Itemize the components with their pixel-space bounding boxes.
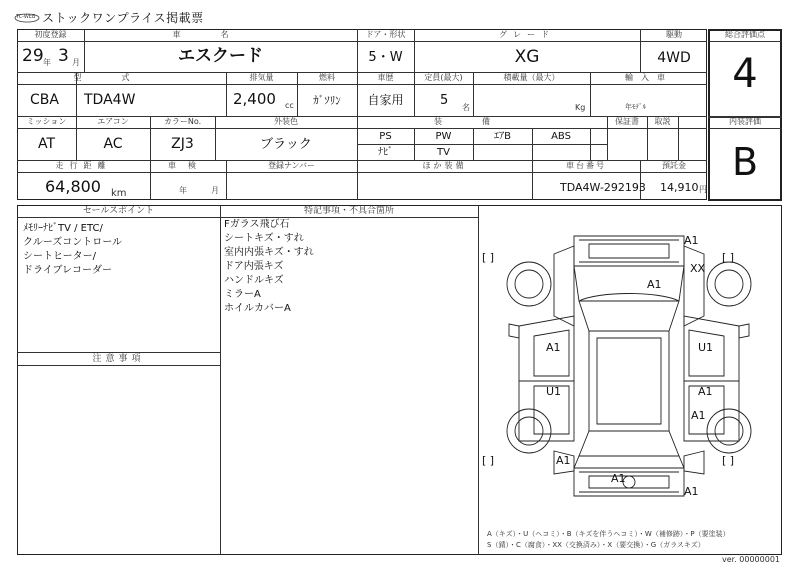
label-mileage: 走行距離 bbox=[55, 161, 112, 170]
first-reg-year: 29 bbox=[22, 46, 44, 66]
door-shape: 5・W bbox=[368, 50, 403, 65]
car-name: エスクード bbox=[178, 46, 263, 66]
label-equipment: 装備 bbox=[434, 117, 530, 126]
damage-mark-left-rear: A1 bbox=[556, 454, 571, 467]
label-load: 積載量（最大） bbox=[503, 73, 560, 82]
label-displacement: 排気量 bbox=[249, 73, 274, 82]
damage-mark-rear-right: A1 bbox=[684, 485, 699, 498]
damage-mark-right-front-door: U1 bbox=[698, 341, 714, 354]
sales-point-line: ﾒﾓﾘｰﾅﾋﾞTV / ETC/ bbox=[23, 223, 103, 234]
mileage-unit: km bbox=[111, 188, 127, 199]
label-warranty: 保証書 bbox=[615, 117, 639, 126]
label-drive: 駆動 bbox=[666, 30, 682, 39]
bracket-front-left: [ ] bbox=[482, 251, 495, 264]
bracket-rear-left: [ ] bbox=[482, 454, 495, 467]
import-model: 年ﾓﾃﾞﾙ bbox=[625, 103, 646, 111]
remark-line: ドア内張キズ bbox=[224, 261, 284, 272]
label-overall-score: 総合評価点 bbox=[725, 30, 765, 39]
chassis-no: TDA4W-292193 bbox=[560, 181, 646, 194]
displacement: 2,400 bbox=[233, 90, 276, 108]
equip-abs: ABS bbox=[551, 131, 571, 142]
remarks-header: 特記事項・不具合箇所 bbox=[303, 206, 394, 216]
inspection-month: 月 bbox=[211, 186, 219, 195]
label-mission: ミッション bbox=[26, 117, 67, 126]
bracket-rear-right: [ ] bbox=[722, 454, 735, 467]
label-chassis-no: 車台番号 bbox=[566, 161, 606, 170]
damage-mark-left-rear-door: U1 bbox=[546, 385, 562, 398]
equip-airbag: ｴｱB bbox=[494, 131, 511, 142]
damage-mark-right-rear-door: A1 bbox=[698, 385, 713, 398]
remark-line: ホイルカバーA bbox=[224, 303, 291, 314]
drive: 4WD bbox=[657, 50, 691, 66]
sales-point-line: シートヒーター/ bbox=[23, 251, 96, 262]
svg-text:TC-WEB: TC-WEB bbox=[16, 14, 36, 20]
deposit: 14,910 bbox=[660, 181, 699, 194]
month-unit: 月 bbox=[72, 58, 80, 67]
label-color-no: カラーNo. bbox=[163, 117, 202, 126]
sales-point-line: ドライブレコーダー bbox=[23, 265, 112, 276]
label-aircon: エアコン bbox=[97, 117, 129, 126]
notes-header: 注意事項 bbox=[92, 354, 145, 364]
type-prefix: CBA bbox=[30, 92, 59, 108]
aircon: AC bbox=[103, 136, 123, 152]
label-other-equip: ほか装備 bbox=[422, 161, 467, 170]
deposit-unit: 円 bbox=[699, 185, 707, 194]
label-grade: グレード bbox=[499, 30, 555, 39]
capacity: 5 bbox=[440, 93, 449, 108]
interior-score: B bbox=[731, 140, 759, 184]
sales-points-header: セールスポイント bbox=[82, 206, 155, 216]
label-fuel: 燃料 bbox=[319, 73, 335, 82]
label-capacity: 定員(最大) bbox=[424, 73, 463, 82]
color-no: ZJ3 bbox=[171, 136, 194, 152]
mission: AT bbox=[37, 136, 56, 152]
damage-mark-hood: A1 bbox=[647, 278, 662, 291]
label-interior-score: 内装評価 bbox=[729, 117, 761, 126]
sales-point-line: クルーズコントロール bbox=[23, 237, 122, 248]
legend-line-1: A（キズ）・U（ヘコミ）・B（キズを伴うヘコミ）・W（補修跡）・P（要塗装） bbox=[487, 530, 730, 538]
equip-tv: TV bbox=[437, 147, 450, 158]
label-manual: 取説 bbox=[654, 117, 671, 126]
label-door-shape: ドア・形状 bbox=[365, 30, 406, 39]
remark-line: ミラーA bbox=[224, 289, 261, 300]
label-inspection: 車検 bbox=[168, 161, 208, 170]
inspection-year: 年 bbox=[179, 186, 187, 195]
grade: XG bbox=[514, 47, 540, 67]
damage-mark-rear-bumper: A1 bbox=[611, 472, 626, 485]
overall-score: 4 bbox=[732, 51, 758, 97]
page-title: ストックワンプライス掲載票 bbox=[42, 11, 204, 25]
year-unit: 年 bbox=[43, 58, 51, 67]
equip-pw: PW bbox=[435, 131, 452, 142]
damage-mark-left-front-door: A1 bbox=[546, 341, 561, 354]
remark-line: 室内内張キズ・すれ bbox=[224, 247, 314, 258]
damage-mark-right-rear-fender: A1 bbox=[691, 409, 706, 422]
label-first-registration: 初度登録 bbox=[34, 30, 67, 39]
displacement-unit: cc bbox=[285, 101, 294, 110]
label-exterior-color: 外装色 bbox=[274, 117, 298, 126]
car-condition-diagram bbox=[479, 206, 781, 554]
history: 自家用 bbox=[367, 93, 404, 107]
equip-ps: PS bbox=[379, 131, 392, 142]
label-import: 輸入車 bbox=[625, 73, 673, 82]
exterior-color: ブラック bbox=[260, 137, 312, 152]
legend-line-2: S（錆）・C（腐食）・XX（交換済み）・X（要交換）・G（ガラスキズ） bbox=[487, 541, 705, 549]
version-label: ver. 00000001 bbox=[721, 555, 780, 564]
label-history: 車歴 bbox=[377, 73, 394, 82]
label-car-name: 車名 bbox=[172, 30, 269, 39]
equip-navi: ﾅﾋﾞ bbox=[378, 147, 393, 158]
first-reg-month: 3 bbox=[58, 46, 69, 66]
remark-line: ハンドルキズ bbox=[224, 275, 284, 286]
mileage: 64,800 bbox=[45, 177, 101, 196]
capacity-unit: 名 bbox=[462, 103, 470, 112]
damage-mark-front-bumper: A1 bbox=[684, 234, 699, 247]
label-reg-number: 登録ナンバー bbox=[267, 161, 316, 170]
remark-line: Fガラス飛び石 bbox=[224, 219, 290, 230]
damage-mark-front-right-fender: XX bbox=[690, 262, 706, 275]
logo bbox=[14, 8, 40, 20]
load-unit: Kg bbox=[575, 103, 586, 112]
type-code: TDA4W bbox=[84, 92, 136, 108]
bracket-front-right: [ ] bbox=[722, 251, 735, 264]
fuel: ｶﾞｿﾘﾝ bbox=[313, 94, 341, 107]
remark-line: シートキズ・すれ bbox=[224, 233, 304, 244]
label-type: 型式 bbox=[73, 73, 170, 82]
label-deposit: 預託金 bbox=[662, 161, 686, 170]
